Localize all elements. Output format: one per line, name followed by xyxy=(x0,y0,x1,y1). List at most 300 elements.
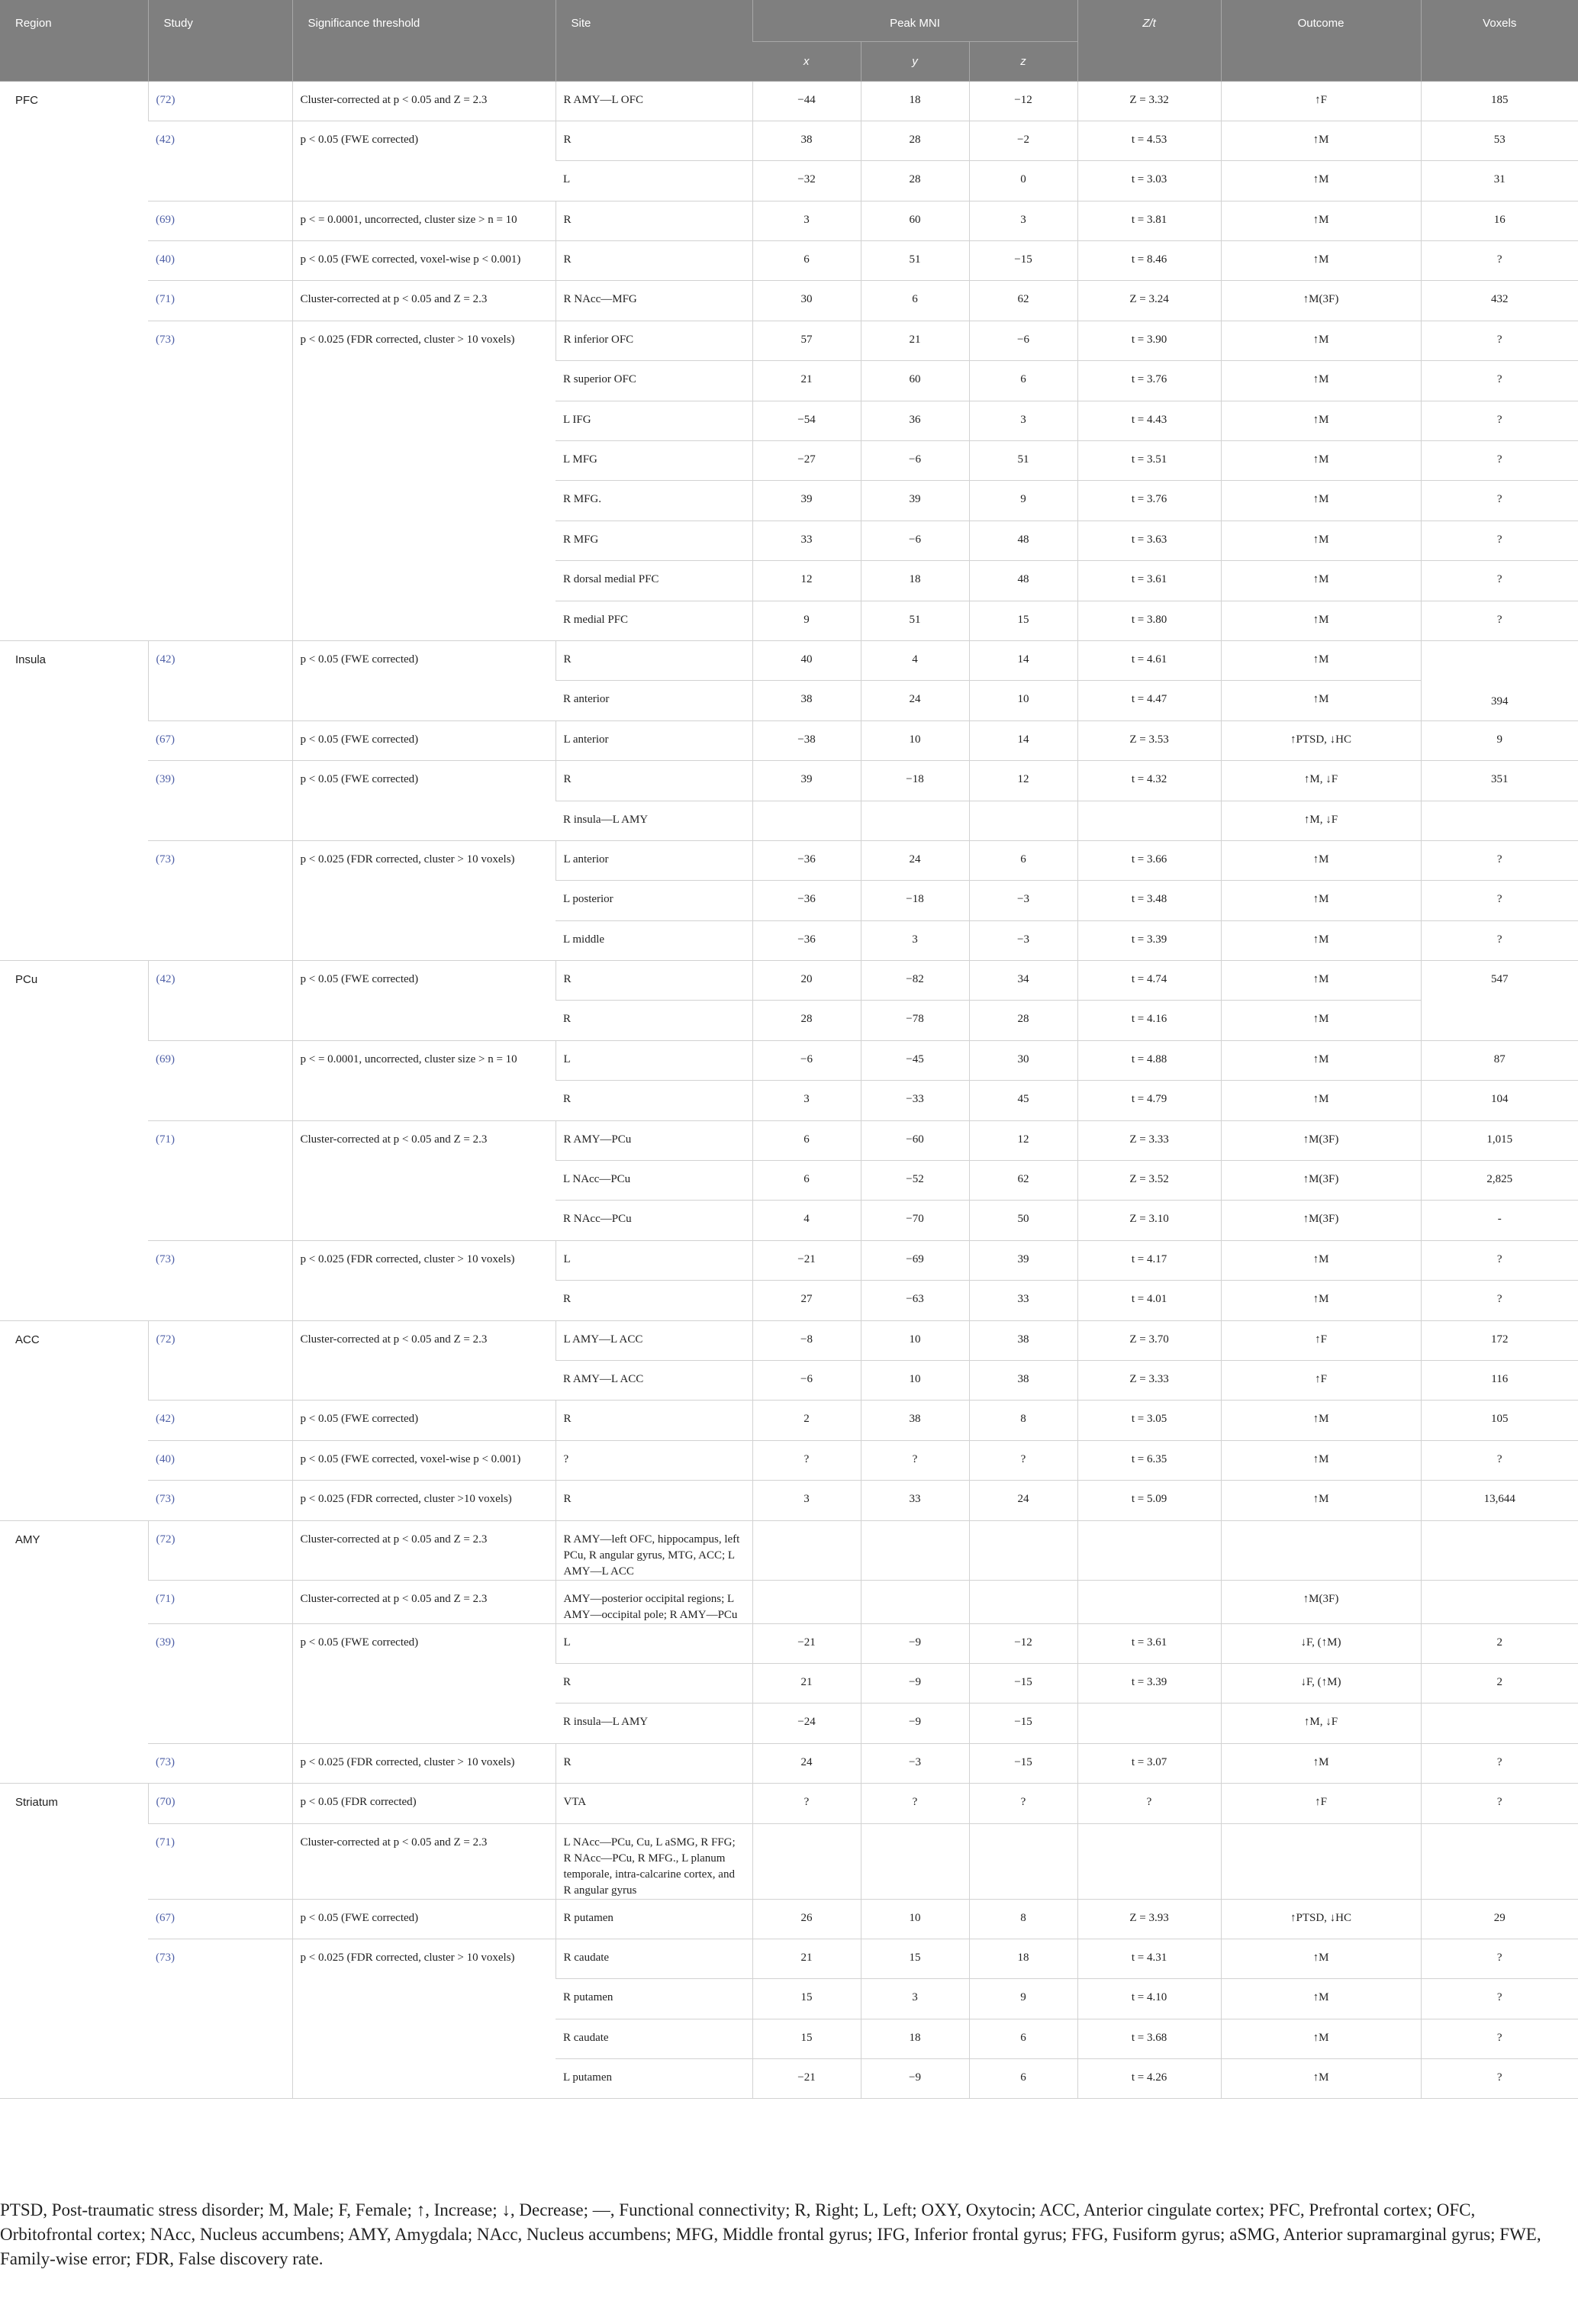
outcome-cell: ↑PTSD, ↓HC xyxy=(1221,1899,1421,1939)
voxels-cell: ? xyxy=(1421,521,1578,560)
threshold-cell: Cluster-corrected at p < 0.05 and Z = 2.3 xyxy=(292,81,556,121)
study-citation-link[interactable]: (73) xyxy=(148,1743,292,1783)
outcome-cell: ↑M xyxy=(1221,361,1421,401)
voxels-cell xyxy=(1421,1520,1578,1580)
region-cell: Striatum xyxy=(0,1784,148,2099)
threshold-cell: p < 0.025 (FDR corrected, cluster > 10 voxels) xyxy=(292,321,556,640)
study-citation-link[interactable]: (71) xyxy=(148,1120,292,1240)
mni-y-cell: 24 xyxy=(861,840,969,880)
mni-x-cell: −32 xyxy=(752,161,861,201)
z-t-cell: t = 4.74 xyxy=(1077,961,1221,1001)
voxels-cell: 172 xyxy=(1421,1320,1578,1360)
site-cell: R xyxy=(556,1401,752,1440)
site-cell: R MFG xyxy=(556,521,752,560)
outcome-cell: ↑M xyxy=(1221,1440,1421,1480)
study-citation-link[interactable]: (72) xyxy=(148,1520,292,1580)
site-cell: L xyxy=(556,1623,752,1663)
threshold-cell: Cluster-corrected at p < 0.05 and Z = 2.3 xyxy=(292,1320,556,1401)
mni-z-cell: 9 xyxy=(969,481,1077,521)
mni-y-cell: ? xyxy=(861,1440,969,1480)
z-t-cell: t = 8.46 xyxy=(1077,241,1221,281)
mni-z-cell: 8 xyxy=(969,1401,1077,1440)
site-cell: R xyxy=(556,1081,752,1120)
threshold-cell: p < 0.05 (FWE corrected) xyxy=(292,961,556,1041)
study-citation-link[interactable]: (73) xyxy=(148,840,292,960)
mni-x-cell: 40 xyxy=(752,640,861,680)
z-t-cell: t = 4.79 xyxy=(1077,1081,1221,1120)
voxels-cell: 9 xyxy=(1421,720,1578,760)
site-cell: R insula—L AMY xyxy=(556,1704,752,1743)
mni-y-cell: 60 xyxy=(861,361,969,401)
mni-z-cell: 12 xyxy=(969,761,1077,801)
site-cell: L xyxy=(556,161,752,201)
mni-z-cell: −3 xyxy=(969,881,1077,920)
mni-z-cell: 14 xyxy=(969,640,1077,680)
outcome-cell: ↑M, ↓F xyxy=(1221,761,1421,801)
z-t-cell: t = 3.05 xyxy=(1077,1401,1221,1440)
z-t-cell: t = 3.48 xyxy=(1077,881,1221,920)
site-cell: R xyxy=(556,1481,752,1520)
table-row xyxy=(0,1440,1578,1480)
site-cell: R xyxy=(556,1743,752,1783)
study-citation-link[interactable]: (40) xyxy=(148,241,292,281)
outcome-cell: ↑M xyxy=(1221,1001,1421,1040)
z-t-cell: Z = 3.93 xyxy=(1077,1899,1221,1939)
mni-x-cell: 21 xyxy=(752,361,861,401)
outcome-cell: ↑M xyxy=(1221,481,1421,521)
threshold-cell: p < = 0.0001, uncorrected, cluster size > n = 10 xyxy=(292,1040,556,1120)
voxels-cell: ? xyxy=(1421,561,1578,601)
mni-x-cell: 38 xyxy=(752,121,861,160)
threshold-cell: p < 0.05 (FWE corrected) xyxy=(292,761,556,841)
mni-x-cell: 24 xyxy=(752,1743,861,1783)
mni-z-cell xyxy=(969,1580,1077,1623)
voxels-cell: 31 xyxy=(1421,161,1578,201)
outcome-cell: ↑F xyxy=(1221,1784,1421,1823)
site-cell: R xyxy=(556,961,752,1001)
z-t-cell: Z = 3.10 xyxy=(1077,1201,1221,1240)
region-cell: AMY xyxy=(0,1520,148,1784)
z-t-cell: t = 4.10 xyxy=(1077,1979,1221,2019)
mni-z-cell: 12 xyxy=(969,1120,1077,1160)
site-cell: R xyxy=(556,241,752,281)
mni-x-cell: 3 xyxy=(752,1481,861,1520)
mni-y-cell: −9 xyxy=(861,2059,969,2099)
outcome-cell: ↑M xyxy=(1221,1481,1421,1520)
outcome-cell: ↓F, (↑M) xyxy=(1221,1663,1421,1703)
table-row xyxy=(0,81,1578,121)
site-cell: R caudate xyxy=(556,2019,752,2058)
voxels-cell: ? xyxy=(1421,441,1578,481)
mni-y-cell: 51 xyxy=(861,601,969,640)
outcome-cell: ↑M xyxy=(1221,441,1421,481)
site-cell: L xyxy=(556,1240,752,1280)
mni-z-cell: 24 xyxy=(969,1481,1077,1520)
mni-y-cell: 10 xyxy=(861,720,969,760)
mni-y-cell: 10 xyxy=(861,1320,969,1360)
mni-z-cell: 3 xyxy=(969,201,1077,240)
outcome-cell: ↑M xyxy=(1221,1743,1421,1783)
threshold-cell: p < 0.025 (FDR corrected, cluster > 10 voxels) xyxy=(292,1240,556,1320)
z-t-cell: t = 4.47 xyxy=(1077,681,1221,720)
mni-x-cell: ? xyxy=(752,1440,861,1480)
site-cell: L MFG xyxy=(556,441,752,481)
threshold-cell: p < 0.05 (FWE corrected, voxel-wise p < 0.001) xyxy=(292,241,556,281)
mni-y-cell: 28 xyxy=(861,121,969,160)
mni-z-cell: −12 xyxy=(969,81,1077,121)
mni-z-cell: −3 xyxy=(969,920,1077,960)
study-citation-link[interactable]: (73) xyxy=(148,1939,292,2099)
site-cell: R MFG. xyxy=(556,481,752,521)
mni-x-cell: 26 xyxy=(752,1899,861,1939)
mni-x-cell: 12 xyxy=(752,561,861,601)
outcome-cell: ↑M xyxy=(1221,1281,1421,1320)
z-t-cell: t = 3.66 xyxy=(1077,840,1221,880)
mni-z-cell: 0 xyxy=(969,161,1077,201)
site-cell: L xyxy=(556,1040,752,1080)
mni-x-cell: 28 xyxy=(752,1001,861,1040)
table-row xyxy=(0,1040,1578,1080)
threshold-cell: p < 0.05 (FWE corrected) xyxy=(292,720,556,760)
mni-z-cell: 8 xyxy=(969,1899,1077,1939)
z-t-cell: t = 4.16 xyxy=(1077,1001,1221,1040)
mni-z-cell: −12 xyxy=(969,1623,1077,1663)
study-citation-link[interactable]: (40) xyxy=(148,1440,292,1480)
mni-z-cell: 18 xyxy=(969,1939,1077,1978)
mni-y-cell: 3 xyxy=(861,1979,969,2019)
mni-y-cell xyxy=(861,801,969,840)
z-t-cell: t = 4.43 xyxy=(1077,401,1221,440)
voxels-cell: 29 xyxy=(1421,1899,1578,1939)
table-row xyxy=(0,121,1578,160)
threshold-cell: p < 0.025 (FDR corrected, cluster > 10 voxels) xyxy=(292,1939,556,2099)
site-cell: L middle xyxy=(556,920,752,960)
outcome-cell: ↑M(3F) xyxy=(1221,1580,1421,1623)
voxels-cell: 116 xyxy=(1421,1361,1578,1401)
site-cell: R putamen xyxy=(556,1899,752,1939)
outcome-cell: ↑M, ↓F xyxy=(1221,801,1421,840)
outcome-cell: ↑M xyxy=(1221,881,1421,920)
mni-z-cell: ? xyxy=(969,1440,1077,1480)
table-row xyxy=(0,961,1578,1001)
z-t-cell: Z = 3.33 xyxy=(1077,1361,1221,1401)
outcome-cell: ↑M xyxy=(1221,1979,1421,2019)
mni-z-cell: −2 xyxy=(969,121,1077,160)
outcome-cell: ↑M xyxy=(1221,1401,1421,1440)
mni-x-cell: −21 xyxy=(752,1240,861,1280)
study-citation-link[interactable]: (72) xyxy=(148,1320,292,1401)
table-row xyxy=(0,1784,1578,1823)
table-row xyxy=(0,241,1578,281)
mni-z-cell: −15 xyxy=(969,1743,1077,1783)
mni-z-cell: 39 xyxy=(969,1240,1077,1280)
mni-z-cell: 50 xyxy=(969,1201,1077,1240)
mni-z-cell: 62 xyxy=(969,1161,1077,1201)
voxels-cell: ? xyxy=(1421,321,1578,360)
mni-z-cell: 30 xyxy=(969,1040,1077,1080)
voxels-cell xyxy=(1421,1704,1578,1743)
z-t-cell: t = 4.31 xyxy=(1077,1939,1221,1978)
outcome-cell: ↑M xyxy=(1221,1040,1421,1080)
mni-y-cell: −3 xyxy=(861,1743,969,1783)
site-cell: R NAcc—PCu xyxy=(556,1201,752,1240)
site-cell: ? xyxy=(556,1440,752,1480)
mni-y-cell: −52 xyxy=(861,1161,969,1201)
outcome-cell: ↑M xyxy=(1221,2019,1421,2058)
mni-y-cell: 39 xyxy=(861,481,969,521)
mni-x-cell: 3 xyxy=(752,201,861,240)
mni-x-cell: −36 xyxy=(752,881,861,920)
mni-y-cell: 4 xyxy=(861,640,969,680)
z-t-cell: t = 4.61 xyxy=(1077,640,1221,680)
mni-y-cell: ? xyxy=(861,1784,969,1823)
study-citation-link[interactable]: (67) xyxy=(148,720,292,760)
table-row xyxy=(0,640,1578,680)
mni-y-cell: −9 xyxy=(861,1704,969,1743)
study-citation-link[interactable]: (71) xyxy=(148,281,292,321)
z-t-cell: Z = 3.70 xyxy=(1077,1320,1221,1360)
mni-x-cell: ? xyxy=(752,1784,861,1823)
voxels-cell: 53 xyxy=(1421,121,1578,160)
site-cell: L IFG xyxy=(556,401,752,440)
voxels-cell xyxy=(1421,801,1578,840)
outcome-cell: ↑PTSD, ↓HC xyxy=(1221,720,1421,760)
z-t-cell: t = 4.88 xyxy=(1077,1040,1221,1080)
voxels-cell: ? xyxy=(1421,401,1578,440)
mni-x-cell: −6 xyxy=(752,1040,861,1080)
mni-x-cell: −6 xyxy=(752,1361,861,1401)
mni-y-cell: 10 xyxy=(861,1361,969,1401)
study-citation-link[interactable]: (71) xyxy=(148,1823,292,1899)
mni-y-cell: 18 xyxy=(861,561,969,601)
voxels-cell: ? xyxy=(1421,1240,1578,1280)
voxels-cell: 351 xyxy=(1421,761,1578,801)
mni-z-cell: −15 xyxy=(969,241,1077,281)
z-t-cell: Z = 3.52 xyxy=(1077,1161,1221,1201)
site-cell: L putamen xyxy=(556,2059,752,2099)
site-cell: R putamen xyxy=(556,1979,752,2019)
site-cell: L anterior xyxy=(556,720,752,760)
threshold-cell: p < 0.05 (FDR corrected) xyxy=(292,1784,556,1823)
mni-y-cell: −18 xyxy=(861,761,969,801)
voxels-cell: ? xyxy=(1421,1784,1578,1823)
site-cell: R xyxy=(556,640,752,680)
z-t-cell: t = 4.26 xyxy=(1077,2059,1221,2099)
threshold-cell: p < 0.05 (FWE corrected) xyxy=(292,1401,556,1440)
table-row xyxy=(0,840,1578,880)
mni-x-cell: −8 xyxy=(752,1320,861,1360)
study-citation-link[interactable]: (39) xyxy=(148,761,292,841)
table-row xyxy=(0,720,1578,760)
mni-z-cell: 6 xyxy=(969,361,1077,401)
voxels-cell: ? xyxy=(1421,2019,1578,2058)
outcome-cell: ↑M xyxy=(1221,920,1421,960)
outcome-cell: ↑M xyxy=(1221,1939,1421,1978)
threshold-cell: p < 0.025 (FDR corrected, cluster > 10 voxels) xyxy=(292,840,556,960)
mni-z-cell xyxy=(969,801,1077,840)
mni-x-cell: 15 xyxy=(752,2019,861,2058)
site-cell: L AMY—L ACC xyxy=(556,1320,752,1360)
table-row xyxy=(0,1743,1578,1783)
outcome-cell: ↓F, (↑M) xyxy=(1221,1623,1421,1663)
region-cell: Insula xyxy=(0,640,148,960)
outcome-cell: ↑F xyxy=(1221,1320,1421,1360)
threshold-cell: p < 0.05 (FWE corrected) xyxy=(292,640,556,720)
voxels-cell: ? xyxy=(1421,1743,1578,1783)
mni-y-cell: 60 xyxy=(861,201,969,240)
header-region: Region xyxy=(0,0,148,81)
threshold-cell: p < 0.025 (FDR corrected, cluster >10 voxels) xyxy=(292,1481,556,1520)
mni-y-cell: 28 xyxy=(861,161,969,201)
site-cell: R AMY—L OFC xyxy=(556,81,752,121)
z-t-cell xyxy=(1077,1520,1221,1580)
table-row xyxy=(0,1401,1578,1440)
z-t-cell: t = 3.07 xyxy=(1077,1743,1221,1783)
mni-y-cell: 6 xyxy=(861,281,969,321)
mni-y-cell: 36 xyxy=(861,401,969,440)
study-citation-link[interactable]: (42) xyxy=(148,1401,292,1440)
outcome-cell: ↑M xyxy=(1221,241,1421,281)
table-row xyxy=(0,1320,1578,1360)
site-cell: L NAcc—PCu xyxy=(556,1161,752,1201)
table-row xyxy=(0,1120,1578,1160)
header-y: y xyxy=(861,41,969,81)
z-t-cell: t = 4.17 xyxy=(1077,1240,1221,1280)
outcome-cell: ↑M xyxy=(1221,1240,1421,1280)
mni-y-cell xyxy=(861,1520,969,1580)
z-t-cell: t = 4.53 xyxy=(1077,121,1221,160)
mni-x-cell: −24 xyxy=(752,1704,861,1743)
study-citation-link[interactable]: (72) xyxy=(148,81,292,121)
outcome-cell: ↑M xyxy=(1221,561,1421,601)
threshold-cell: p < 0.05 (FWE corrected) xyxy=(292,121,556,201)
study-citation-link[interactable]: (42) xyxy=(148,961,292,1041)
z-t-cell: t = 3.61 xyxy=(1077,1623,1221,1663)
voxels-cell: ? xyxy=(1421,1281,1578,1320)
mni-z-cell: 9 xyxy=(969,1979,1077,2019)
voxels-cell: ? xyxy=(1421,1939,1578,1978)
site-cell: R xyxy=(556,761,752,801)
mni-z-cell: 6 xyxy=(969,840,1077,880)
study-citation-link[interactable]: (73) xyxy=(148,1240,292,1320)
mni-x-cell xyxy=(752,1823,861,1899)
site-cell: R superior OFC xyxy=(556,361,752,401)
mni-y-cell: 33 xyxy=(861,1481,969,1520)
study-citation-link[interactable]: (71) xyxy=(148,1580,292,1623)
mni-y-cell: 10 xyxy=(861,1899,969,1939)
mni-x-cell: −21 xyxy=(752,1623,861,1663)
table-row xyxy=(0,1623,1578,1663)
voxels-cell: ? xyxy=(1421,1979,1578,2019)
mni-y-cell: −70 xyxy=(861,1201,969,1240)
study-citation-link[interactable]: (69) xyxy=(148,1040,292,1120)
outcome-cell: ↑M xyxy=(1221,2059,1421,2099)
voxels-cell: ? xyxy=(1421,481,1578,521)
threshold-cell: Cluster-corrected at p < 0.05 and Z = 2.3 xyxy=(292,1580,556,1623)
threshold-cell: Cluster-corrected at p < 0.05 and Z = 2.3 xyxy=(292,1120,556,1240)
mni-z-cell: 10 xyxy=(969,681,1077,720)
study-citation-link[interactable]: (70) xyxy=(148,1784,292,1823)
mni-z-cell: 3 xyxy=(969,401,1077,440)
z-t-cell: t = 3.68 xyxy=(1077,2019,1221,2058)
outcome-cell xyxy=(1221,1520,1421,1580)
table-row xyxy=(0,1899,1578,1939)
outcome-cell: ↑M(3F) xyxy=(1221,1201,1421,1240)
mni-x-cell: 20 xyxy=(752,961,861,1001)
site-cell: R caudate xyxy=(556,1939,752,1978)
z-t-cell xyxy=(1077,1580,1221,1623)
mni-z-cell xyxy=(969,1823,1077,1899)
mni-z-cell: −15 xyxy=(969,1663,1077,1703)
site-cell: R inferior OFC xyxy=(556,321,752,360)
mni-x-cell: 21 xyxy=(752,1663,861,1703)
voxels-cell: 105 xyxy=(1421,1401,1578,1440)
study-citation-link[interactable]: (69) xyxy=(148,201,292,240)
mni-x-cell: 6 xyxy=(752,1161,861,1201)
mni-y-cell xyxy=(861,1823,969,1899)
outcome-cell: ↑M xyxy=(1221,601,1421,640)
study-citation-link[interactable]: (42) xyxy=(148,121,292,201)
voxels-cell: 104 xyxy=(1421,1081,1578,1120)
z-t-cell: t = 3.51 xyxy=(1077,441,1221,481)
table-footnote: PTSD, Post-traumatic stress disorder; M, Male; F, Female; ↑, Increase; ↓, Decrease; —, Functional connectivity; R, Right; L, Left; OXY, Oxytocin; ACC, Anterior cingulate cortex; PFC, Prefrontal cortex; OFC, Orbitofrontal cortex; NAcc, Nucleus accumbens; AMY, Amygdala; NAcc, Nucleus accumbens; MFG, Middle frontal gyrus; IFG, Inferior frontal gyrus; FFG, Fusiform gyrus; aSMG, Anterior supramarginal gyrus; FWE, Family-wise error; FDR, False discovery rate. xyxy=(0,2200,1541,2268)
z-t-cell: t = 3.81 xyxy=(1077,201,1221,240)
mni-z-cell: 34 xyxy=(969,961,1077,1001)
header-threshold: Significance threshold xyxy=(292,0,556,81)
z-t-cell: t = 3.80 xyxy=(1077,601,1221,640)
z-t-cell: ? xyxy=(1077,1784,1221,1823)
mni-y-cell: −78 xyxy=(861,1001,969,1040)
header-x: x xyxy=(752,41,861,81)
mni-z-cell: 33 xyxy=(969,1281,1077,1320)
mni-x-cell: 3 xyxy=(752,1081,861,1120)
mni-z-cell: −6 xyxy=(969,321,1077,360)
study-citation-link[interactable]: (67) xyxy=(148,1899,292,1939)
z-t-cell: Z = 3.32 xyxy=(1077,81,1221,121)
mni-x-cell: −54 xyxy=(752,401,861,440)
study-citation-link[interactable]: (73) xyxy=(148,1481,292,1520)
voxels-cell: 2,825 xyxy=(1421,1161,1578,1201)
mni-x-cell: 2 xyxy=(752,1401,861,1440)
mni-y-cell: 24 xyxy=(861,681,969,720)
study-citation-link[interactable]: (39) xyxy=(148,1623,292,1743)
mni-y-cell: −9 xyxy=(861,1663,969,1703)
site-cell: VTA xyxy=(556,1784,752,1823)
mni-x-cell: −36 xyxy=(752,920,861,960)
region-cell: ACC xyxy=(0,1320,148,1520)
voxels-cell: 185 xyxy=(1421,81,1578,121)
z-t-cell: t = 3.76 xyxy=(1077,481,1221,521)
mni-y-cell: −82 xyxy=(861,961,969,1001)
site-cell: R xyxy=(556,1281,752,1320)
voxels-cell: ? xyxy=(1421,840,1578,880)
voxels-cell: 547 xyxy=(1421,961,1578,1041)
mni-x-cell: 30 xyxy=(752,281,861,321)
outcome-cell: ↑M xyxy=(1221,401,1421,440)
outcome-cell: ↑M, ↓F xyxy=(1221,1704,1421,1743)
site-cell: R anterior xyxy=(556,681,752,720)
study-citation-link[interactable]: (42) xyxy=(148,640,292,720)
site-cell: R insula—L AMY xyxy=(556,801,752,840)
threshold-cell: p < 0.05 (FWE corrected) xyxy=(292,1899,556,1939)
site-cell: R NAcc—MFG xyxy=(556,281,752,321)
voxels-cell xyxy=(1421,1580,1578,1623)
mni-y-cell: −33 xyxy=(861,1081,969,1120)
site-cell: R AMY—PCu xyxy=(556,1120,752,1160)
voxels-cell: 16 xyxy=(1421,201,1578,240)
study-citation-link[interactable]: (73) xyxy=(148,321,292,640)
header-voxels: Voxels xyxy=(1421,0,1578,81)
